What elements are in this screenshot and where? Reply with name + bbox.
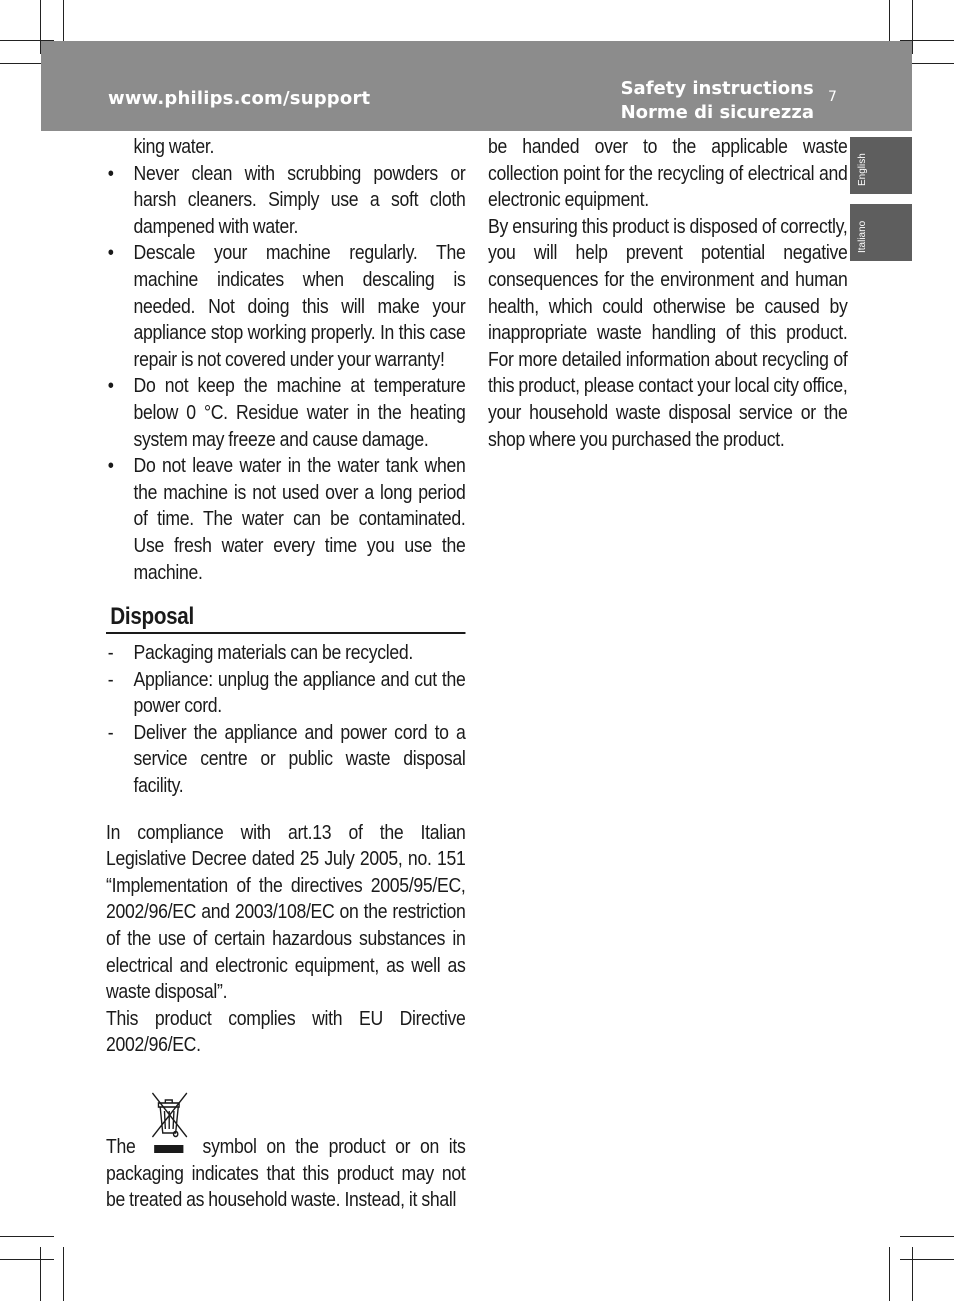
list-item — [106, 161, 465, 241]
right-column — [488, 134, 847, 453]
list-item — [106, 453, 465, 586]
list-item — [106, 373, 465, 453]
crop-mark — [63, 1247, 64, 1301]
weee-text-before: The — [106, 1135, 136, 1158]
tab-english[interactable] — [850, 137, 912, 194]
crop-mark — [912, 1247, 913, 1301]
page-header — [41, 41, 912, 131]
list-item — [106, 720, 465, 800]
dash-marker: - — [107, 667, 114, 691]
tab-italiano[interactable] — [850, 204, 912, 261]
recycling-paragraph: be handed over to the applicable waste collection point for the recycling of electrical and electronic equipment. — [488, 135, 848, 212]
list-item-text: Never clean with scrubbing powders or harsh cleaners. Simply use a soft cloth dampened with water. — [133, 161, 466, 238]
directive-paragraph: This product complies with EU Directive 2002/96/EC. — [106, 1006, 466, 1057]
list-item — [106, 667, 465, 720]
disposal-heading: Disposal — [106, 602, 465, 634]
bullet-marker: • — [107, 454, 114, 478]
section-title — [621, 77, 814, 125]
section-title-italian: Norme di sicurezza — [620, 102, 814, 123]
weee-text-after: symbol on the product or on its packaging indicates that this product may not be treated as household waste. Instead, it shall — [106, 1135, 466, 1212]
list-item-text: Do not keep the machine at temperature below 0 °C. Residue water in the heating system may freeze and cause damage. — [133, 374, 466, 451]
bullet-marker: • — [107, 161, 114, 185]
crop-mark — [912, 0, 913, 54]
list-item-text: Appliance: unplug the appliance and cut the power cord. — [133, 667, 466, 718]
tab-italiano-label: Italiano — [857, 220, 868, 253]
list-item-text: Descale your machine regularly. The machine indicates when descaling is needed. Not doing this will make your appliance stop working properly. In this case repair is not covered under your warranty! — [133, 241, 466, 371]
crop-mark — [900, 1259, 954, 1260]
list-item-text: Deliver the appliance and power cord to a service centre or public waste disposal facility. — [133, 720, 466, 798]
page-number: 7 — [828, 89, 837, 105]
bullet-marker: • — [107, 374, 114, 398]
compliance-paragraph: In compliance with art.13 of the Italian Legislative Decree dated 25 July 2005, no. 151 “Implementation of the directives 2005/95/EC, 2002/96/EC and 2003/108/EC on the restriction of the use of certain hazardous substances in electrical and electronic equipment, as well as waste disposal”. — [106, 820, 466, 1004]
support-url[interactable]: www.philips.com/support — [108, 88, 371, 109]
list-item-text: Packaging materials can be recycled. — [133, 641, 413, 665]
crop-mark — [0, 1259, 54, 1260]
bullet-marker: • — [107, 241, 114, 265]
tab-english-label: English — [857, 153, 868, 186]
weee-paragraph — [106, 1127, 465, 1214]
dash-marker: - — [107, 720, 114, 744]
crossed-bin-icon — [144, 1127, 194, 1153]
list-item-text: Do not leave water in the water tank when the machine is not used over a long period of time. The water can be contaminated. Use fresh water every time you use the machine. — [133, 454, 466, 584]
continued-text: king water. — [133, 135, 215, 158]
left-column — [106, 134, 465, 1214]
crop-mark — [889, 1247, 890, 1301]
crop-mark — [900, 1236, 954, 1237]
list-item — [106, 640, 465, 667]
dash-marker: - — [107, 641, 114, 665]
environment-paragraph: By ensuring this product is disposed of correctly, you will help prevent potential negative consequences for the environment and human health, which could otherwise be caused by inappropriate waste handling of this product. For more detailed information about recycling of this product, please contact your local city office, your household waste disposal service or the shop where you purchased the product. — [488, 214, 848, 451]
list-item — [106, 240, 465, 373]
crop-mark — [0, 1236, 54, 1237]
crop-mark — [40, 1247, 41, 1301]
section-title-english: Safety instructions — [620, 78, 814, 99]
